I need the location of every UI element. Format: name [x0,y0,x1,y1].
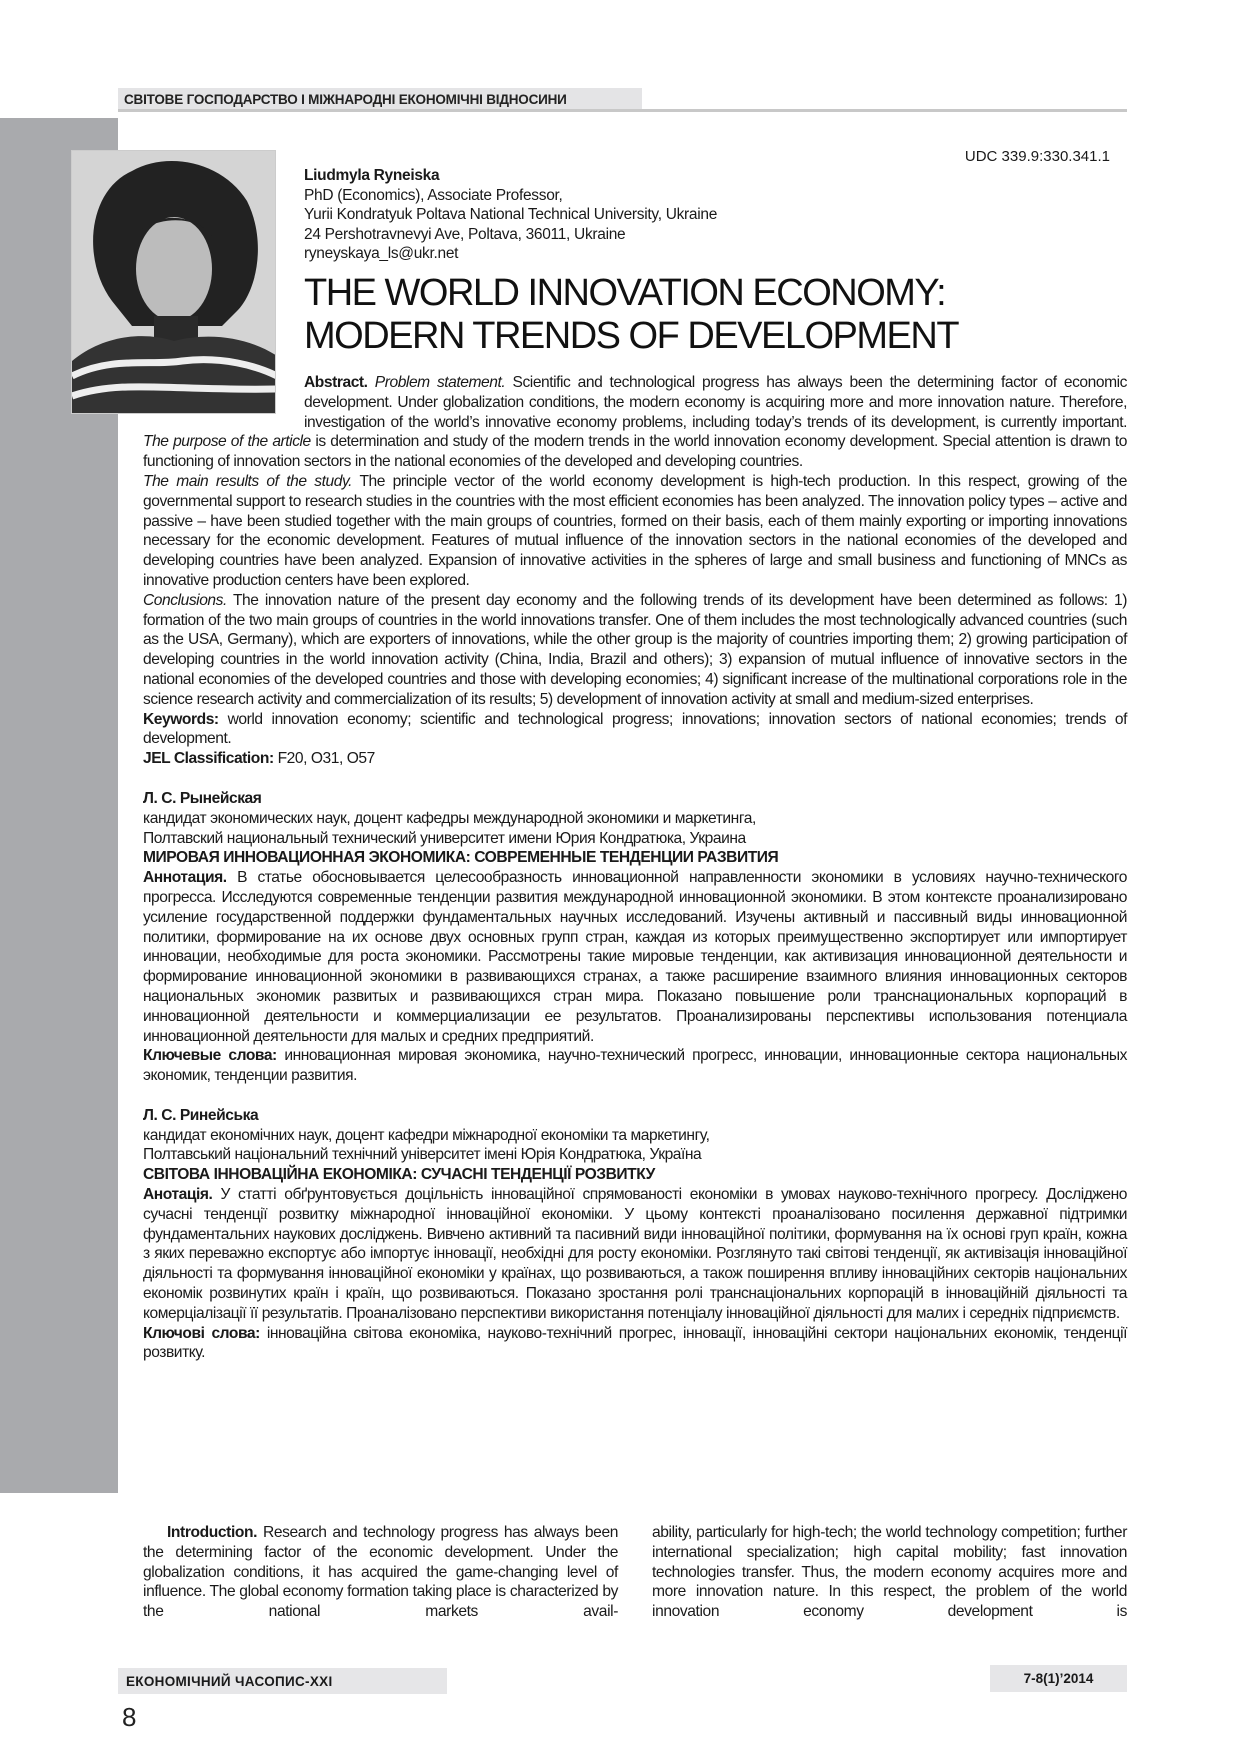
ru-keywords-label: Ключевые слова: [143,1047,277,1065]
ru-affiliation: Полтавский национальный технический университет имени Юрия Кондратюка, Украина [143,829,746,847]
jel [143,749,1127,769]
conclusions-text: The innovation nature of the present day economy and the following trends of its development have been determined as follows: 1) formation of the two main groups of countries in the world innovations transfer. One of them includes the most technologically advanced countries (such as the USA, Germany), which are exporters of innovations, while the other group is the majority of countries importing them; 2) growing participation of developing countries in the world innovation activity (China, India, Brazil and others); 3) expansion of mutual influence of innovative sectors in the national economies of the developed countries and those with developing economies; 4) significant increase of the multinational corporations role in the science research activity and commercialization of its results; 5) development of innovation activity at small and medium-sized enterprises. [143,591,1127,708]
intro-column-right: ability, particularly for high-tech; the world technology competition; further international specialization; high capital mobility; fast innovation technologies transfer. Thus, the modern economy acquires more and more innovation nature. In this respect, the problem of the world innovation economy development is [652,1524,1127,1621]
keywords [143,710,1127,750]
header-rule [118,109,1127,112]
uk-keywords-text: інноваційна світова економіка, науково-технічний прогрес, інновації, інноваційні сектори національних економік, тенденції розвитку. [143,1324,1127,1362]
abstract-label: Abstract. [304,374,368,391]
author-name: Liudmyla Ryneiska [304,167,440,184]
journal-name: ЕКОНОМІЧНИЙ ЧАСОПИС-XXI [118,1668,447,1694]
ru-abstract-label: Аннотация. [143,869,227,887]
keywords-text: world innovation economy; scientific and technological progress; innovations; innovation sectors of national economies; trends of development. [143,710,1127,748]
udc-code: UDC 339.9:330.341.1 [964,148,1110,165]
ru-degree: кандидат экономических наук, доцент кафедры международной экономики и маркетинга, [143,809,756,827]
keywords-label: Keywords: [143,710,219,728]
abstract-conclusions [143,591,1127,710]
problem-label: Problem statement. [374,374,506,391]
purpose-text: is determination and study of the modern trends in the world innovation economy development. Special attention is drawn to functioning of innovation sectors in the national economies of the developed and developing countries. [143,433,1127,471]
uk-degree: кандидат економічних наук, доцент кафедри міжнародної економіки та маркетингу, [143,1126,710,1144]
running-header: СВІТОВЕ ГОСПОДАРСТВО І МІЖНАРОДНІ ЕКОНОМІЧНІ ВІДНОСИНИ [118,88,642,110]
author-email: ryneyskaya_ls@ukr.net [304,245,459,263]
ru-author-name: Л. С. Рынейская [143,789,262,807]
issue-number: 7-8(1)’2014 [990,1665,1127,1692]
conclusions-label: Conclusions. [143,591,227,609]
intro-column-left [143,1523,618,1622]
abstract-results [143,472,1127,591]
introduction [143,1523,1127,1622]
page-number: 8 [122,1702,137,1732]
uk-title: СВІТОВА ІННОВАЦІЙНА ЕКОНОМІКА: СУЧАСНІ ТЕНДЕНЦІЇ РОЗВИТКУ [143,1166,655,1184]
jel-text: F20, O31, O57 [273,750,375,768]
jel-label: JEL Classification: [143,750,274,768]
author-block [304,166,717,264]
uk-keywords-label: Ключові слова: [143,1324,260,1342]
uk-affiliation: Полтавський національний технічний університет імені Юрія Кондратюка, Україна [143,1146,702,1164]
uk-author-name: Л. С. Ринейська [143,1106,259,1124]
purpose-label: The purpose of the article [143,433,311,451]
results-label: The main results of the study. [143,472,353,490]
author-degree: PhD (Economics), Associate Professor, [304,186,563,204]
results-text: The principle vector of the world economy development is high-tech production. In this respect, growing of the governmental support to research studies in the countries with the most efficient economies has been analyzed. The innovation policy types – active and passive – have been studied together with the main groups of countries, formed on their basis, each of them mainly exporting or importing innovations necessary for the economic development. Features of mutual influence of the innovation sectors in the national economies of the developed and developing countries have been analyzed. Expansion of innovative activities in the spheres of large and small business and functioning of MNCs as innovative production centers have been explored. [143,472,1128,589]
ukrainian-abstract [143,1106,1127,1363]
uk-abstract-label: Анотація. [143,1186,213,1204]
article-title [304,272,958,358]
ru-title: МИРОВАЯ ИННОВАЦИОННАЯ ЭКОНОМИКА: СОВРЕМЕННЫЕ ТЕНДЕНЦИИ РАЗВИТИЯ [143,849,779,867]
intro-label: Introduction. [167,1524,258,1541]
intro-text-left: Research and technology progress has always been the determining factor of the economic development. Under the globalization conditions, it has acquired the game-changing level of influence. The global economy formation taking place is characterized by the national markets avail- [143,1524,618,1621]
title-line-2: MODERN TRENDS OF DEVELOPMENT [304,315,959,357]
ru-abstract-text: В статье обосновывается целесообразность инновационной направленности экономики в условиях научно-технического прогресса. Исследуются современные тенденции развития международной инновационной экономики. В этом контексте проанализировано усиление государственной поддержки фундаментальных научных исследований. Изучены активный и пассивный виды инновационной политики, формирование на их основе двух основных групп стран, каждая из которых преимущественно экспортирует или импортирует инновации, необходимые для роста экономики. Рассмотрены такие мировые тенденции, как активизация инновационной деятельности и формирование инновационной экономики в развивающихся странах, а также расширение взаимного влияния инновационных секторов национальных экономик развитых и развивающихся стран мира. Показано повышение роли транснациональных корпораций в инновационной деятельности и коммерциализации ее результатов. Проанализированы перспективы использования потенциала инновационной деятельности для малых и средних предприятий. [143,869,1127,1045]
russian-abstract [143,789,1127,1086]
author-affiliation: Yurii Kondratyuk Poltava National Technical University, Ukraine [304,206,718,224]
abstracts [143,373,1127,1363]
problem-text: Scientific and technological progress has always been the determining factor of economic development. Under globalization conditions, the modern economy is acquiring more and more innovation nature. Therefore, investigation of the world’s innovative economy problems, including today’s trends of its development, is currently important. [304,374,1127,431]
title-line-1: THE WORLD INNOVATION ECONOMY: [304,272,946,314]
ru-keywords-text: инновационная мировая экономика, научно-технический прогресс, инновации, инновационные сектора национальных экономик, тенденции развития. [143,1047,1127,1085]
author-address: 24 Pershotravnevyi Ave, Poltava, 36011, Ukraine [304,225,626,243]
uk-abstract-text: У статті обґрунтовується доцільність інноваційної спрямованості економіки в умовах науково-технічного прогресу. Досліджено сучасні тенденції розвитку міжнародної інноваційної економіки. У цьому контексті проаналізовано посилення державної підтримки фундаментальних наукових досліджень. Вивчено активний та пасивний види інноваційної політики, формування на їх основі груп країн, кожна з яких переважно експортує або імпортує інновації, необхідні для росту економіки. Розглянуто такі світові тенденції, як активізація інноваційної діяльності та формування інноваційної економіки у країнах, що розвиваються, а також поширення впливу інноваційних секторів національних економік розвинутих країн і країн, що розвиваються. Показано зростання ролі транснаціональних корпорацій в інноваційній діяльності та комерціалізації її результатів. Проаналізовано перспективи використання потенціалу інноваційної діяльності для малих і середніх підприємств. [143,1186,1127,1322]
